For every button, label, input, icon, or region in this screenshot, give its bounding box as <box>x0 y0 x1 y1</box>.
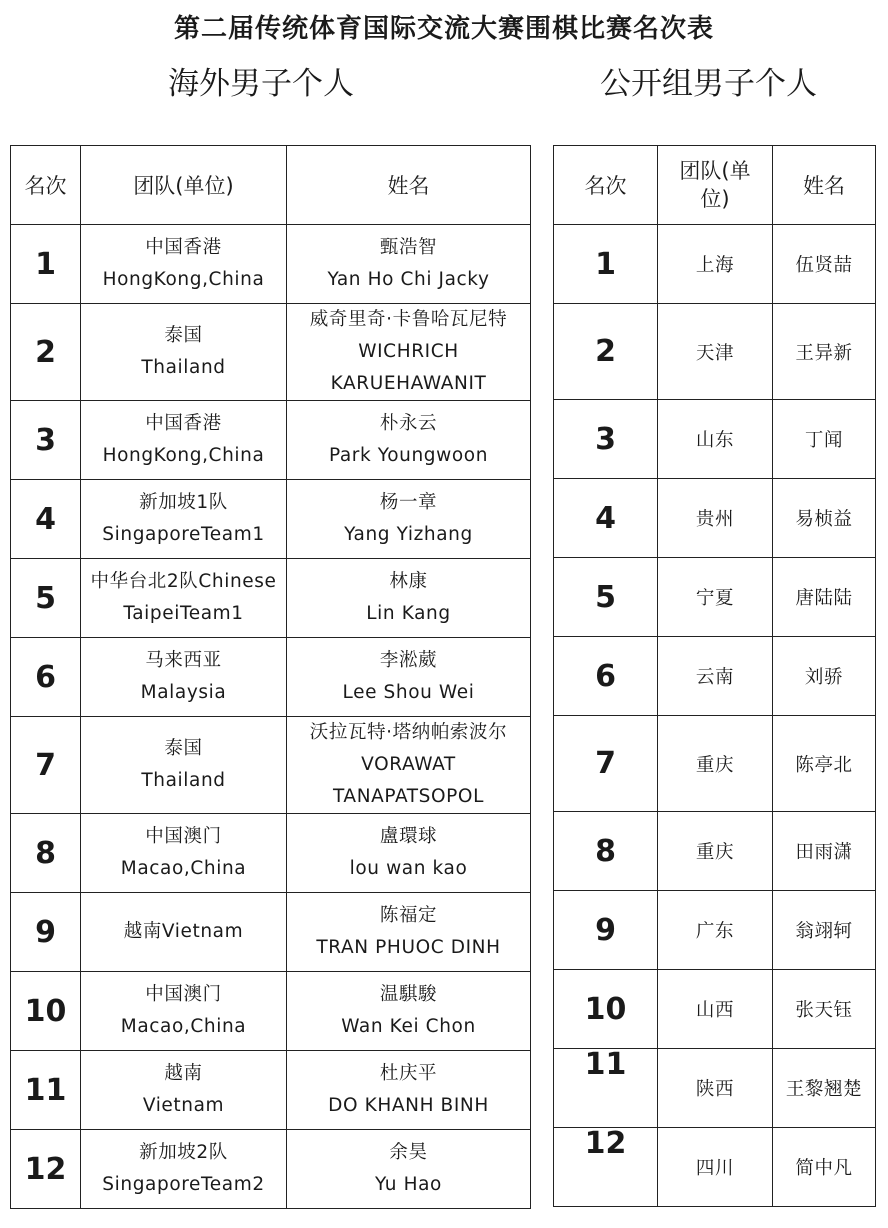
rank-cell: 8 <box>11 814 81 893</box>
rank-value: 11 <box>584 1048 627 1082</box>
rank-value: 10 <box>584 991 627 1027</box>
name-cell <box>287 972 531 1051</box>
name-cell: 唐陆陆 <box>773 558 876 637</box>
name-line: Yan Ho Chi Jacky <box>327 269 490 290</box>
name-cell <box>287 559 531 638</box>
team-line: 中华台北2队Chinese <box>90 571 277 592</box>
team-line: HongKong,China <box>102 269 265 290</box>
team-cell: 上海 <box>658 225 773 304</box>
name-cell: 王黎翘楚 <box>773 1049 876 1128</box>
name-cell: 易桢益 <box>773 479 876 558</box>
name-cell: 翁翊轲 <box>773 891 876 970</box>
name-line: TANAPATSOPOL <box>332 786 485 807</box>
name-line: 甄浩智 <box>379 237 438 258</box>
team-line: 中国澳门 <box>145 984 222 1005</box>
name-line: 陈福定 <box>379 905 438 926</box>
rank-cell <box>554 304 658 400</box>
team-cell: 陕西 <box>658 1049 773 1128</box>
name-line: 余昊 <box>389 1142 428 1163</box>
table-row <box>11 401 531 480</box>
name-line: 杨一章 <box>379 492 438 513</box>
team-line: 马来西亚 <box>145 650 222 671</box>
rank-value: 6 <box>595 658 616 694</box>
name-cell: 张天钰 <box>773 970 876 1049</box>
team-cell <box>81 225 287 304</box>
team-cell <box>81 717 287 814</box>
team-cell: 宁夏 <box>658 558 773 637</box>
table-row <box>554 304 876 400</box>
name-cell <box>287 893 531 972</box>
table-header-row <box>11 146 531 225</box>
rank-cell <box>554 716 658 812</box>
open-men-individual-table <box>553 145 876 1207</box>
team-cell <box>81 401 287 480</box>
team-cell: 重庆 <box>658 812 773 891</box>
team-cell <box>81 893 287 972</box>
team-line: TaipeiTeam1 <box>123 603 244 624</box>
name-cell: 伍贤喆 <box>773 225 876 304</box>
team-line: SingaporeTeam2 <box>102 1174 265 1195</box>
name-line: 温騏駿 <box>379 984 438 1005</box>
rank-value: 8 <box>595 833 616 869</box>
team-cell <box>81 972 287 1051</box>
rank-cell <box>554 1049 658 1128</box>
name-line: WICHRICH <box>358 341 459 362</box>
name-line: 朴永云 <box>379 413 438 434</box>
name-line: DO KHANH BINH <box>328 1095 489 1116</box>
team-cell <box>81 304 287 401</box>
team-cell: 山东 <box>658 400 773 479</box>
name-cell: 丁闻 <box>773 400 876 479</box>
name-cell <box>287 1130 531 1209</box>
team-line: Vietnam <box>142 1095 225 1116</box>
right-section-heading: 公开组男子个人 <box>600 66 817 102</box>
name-line: 威奇里奇·卡鲁哈瓦尼特 <box>309 309 508 330</box>
team-cell: 山西 <box>658 970 773 1049</box>
name-line: TRAN PHUOC DINH <box>316 937 501 958</box>
name-cell <box>287 225 531 304</box>
team-cell <box>81 814 287 893</box>
rank-cell: 4 <box>11 480 81 559</box>
name-cell: 陈亭北 <box>773 716 876 812</box>
team-cell: 天津 <box>658 304 773 400</box>
name-line: lou wan kao <box>349 858 468 879</box>
team-line: 新加坡1队 <box>139 492 228 513</box>
header-team-line1: 团队(单 <box>679 159 751 183</box>
rank-cell: 1 <box>11 225 81 304</box>
table-row <box>554 400 876 479</box>
name-line: Yang Yizhang <box>344 524 473 545</box>
rank-value: 7 <box>595 746 616 781</box>
name-cell <box>287 401 531 480</box>
name-line: 杜庆平 <box>379 1063 438 1084</box>
rank-value: 2 <box>595 334 616 369</box>
name-line: 沃拉瓦特·塔纳帕索波尔 <box>309 722 508 743</box>
name-cell: 刘骄 <box>773 637 876 716</box>
table-row <box>11 480 531 559</box>
name-line: Park Youngwoon <box>328 445 489 466</box>
rank-value: 9 <box>595 912 616 948</box>
team-line: Thailand <box>141 770 226 791</box>
table-row <box>11 717 531 814</box>
table-row <box>554 558 876 637</box>
header-rank: 名次 <box>11 146 81 225</box>
name-cell: 简中凡 <box>773 1128 876 1207</box>
rank-cell: 5 <box>11 559 81 638</box>
name-line: Lin Kang <box>366 603 451 624</box>
rank-cell: 6 <box>11 638 81 717</box>
header-team-line2: 位) <box>700 187 730 211</box>
rank-cell <box>554 400 658 479</box>
team-cell: 贵州 <box>658 479 773 558</box>
team-cell: 云南 <box>658 637 773 716</box>
team-cell <box>81 1130 287 1209</box>
rank-cell <box>554 225 658 304</box>
rank-value: 4 <box>595 500 616 536</box>
name-cell <box>287 638 531 717</box>
name-line: 林康 <box>389 571 428 592</box>
name-line: 李淞葳 <box>379 650 438 671</box>
rank-cell: 7 <box>11 717 81 814</box>
team-cell: 重庆 <box>658 716 773 812</box>
header-team <box>658 146 773 225</box>
name-cell: 田雨潇 <box>773 812 876 891</box>
team-cell <box>81 1051 287 1130</box>
name-cell <box>287 1051 531 1130</box>
team-line: SingaporeTeam1 <box>102 524 265 545</box>
rank-cell <box>554 558 658 637</box>
name-line: KARUEHAWANIT <box>330 373 487 394</box>
rank-cell: 11 <box>11 1051 81 1130</box>
overseas-men-individual-table <box>10 145 531 1209</box>
name-line: Wan Kei Chon <box>341 1016 476 1037</box>
rank-cell <box>554 812 658 891</box>
team-cell: 四川 <box>658 1128 773 1207</box>
team-line: 中国香港 <box>145 413 222 434</box>
rank-cell <box>554 970 658 1049</box>
page-title: 第二届传统体育国际交流大赛围棋比赛名次表 <box>173 14 714 44</box>
rank-cell: 9 <box>11 893 81 972</box>
team-cell <box>81 559 287 638</box>
team-line: 越南 <box>164 1063 203 1084</box>
name-line: 盧環球 <box>379 826 438 847</box>
name-cell <box>287 814 531 893</box>
rank-cell: 3 <box>11 401 81 480</box>
rank-cell <box>554 637 658 716</box>
rank-cell: 2 <box>11 304 81 401</box>
team-line: 新加坡2队 <box>139 1142 228 1163</box>
table-row <box>11 304 531 401</box>
table-row <box>11 225 531 304</box>
team-line: HongKong,China <box>102 445 265 466</box>
table-row <box>554 970 876 1049</box>
table-row <box>554 716 876 812</box>
rank-value: 12 <box>584 1127 627 1161</box>
team-line: Macao,China <box>120 858 247 879</box>
left-section-heading: 海外男子个人 <box>168 66 354 102</box>
table-row <box>11 1130 531 1209</box>
table-row <box>11 972 531 1051</box>
table-row <box>11 638 531 717</box>
name-cell: 王异新 <box>773 304 876 400</box>
table-row <box>554 891 876 970</box>
team-cell <box>81 480 287 559</box>
team-line: Macao,China <box>120 1016 247 1037</box>
header-rank: 名次 <box>554 146 658 225</box>
table-row <box>554 479 876 558</box>
team-line: 中国香港 <box>145 237 222 258</box>
team-line: Malaysia <box>140 682 227 703</box>
rank-value: 1 <box>595 246 616 282</box>
team-cell <box>81 638 287 717</box>
team-line: Thailand <box>141 357 226 378</box>
name-line: Yu Hao <box>375 1174 442 1195</box>
table-header-row <box>554 146 876 225</box>
table-row <box>554 225 876 304</box>
table-row <box>11 893 531 972</box>
name-line: Lee Shou Wei <box>342 682 475 703</box>
rank-cell <box>554 891 658 970</box>
rank-value: 5 <box>595 579 616 615</box>
team-line: 泰国 <box>164 325 203 346</box>
name-cell <box>287 717 531 814</box>
team-cell: 广东 <box>658 891 773 970</box>
table-row <box>554 637 876 716</box>
team-line: 泰国 <box>164 738 203 759</box>
header-team: 团队(单位) <box>81 146 287 225</box>
name-line: VORAWAT <box>361 754 456 775</box>
table-row <box>11 559 531 638</box>
header-name: 姓名 <box>287 146 531 225</box>
header-name: 姓名 <box>773 146 876 225</box>
rank-cell <box>554 1128 658 1207</box>
table-row <box>554 812 876 891</box>
name-cell <box>287 304 531 401</box>
rank-value: 3 <box>595 421 616 457</box>
table-row <box>11 814 531 893</box>
name-cell <box>287 480 531 559</box>
rank-cell: 12 <box>11 1130 81 1209</box>
table-row <box>554 1128 876 1207</box>
rank-cell: 10 <box>11 972 81 1051</box>
team-line: 中国澳门 <box>145 826 222 847</box>
rank-cell <box>554 479 658 558</box>
table-row <box>554 1049 876 1128</box>
table-row <box>11 1051 531 1130</box>
team-line: 越南Vietnam <box>123 921 244 942</box>
